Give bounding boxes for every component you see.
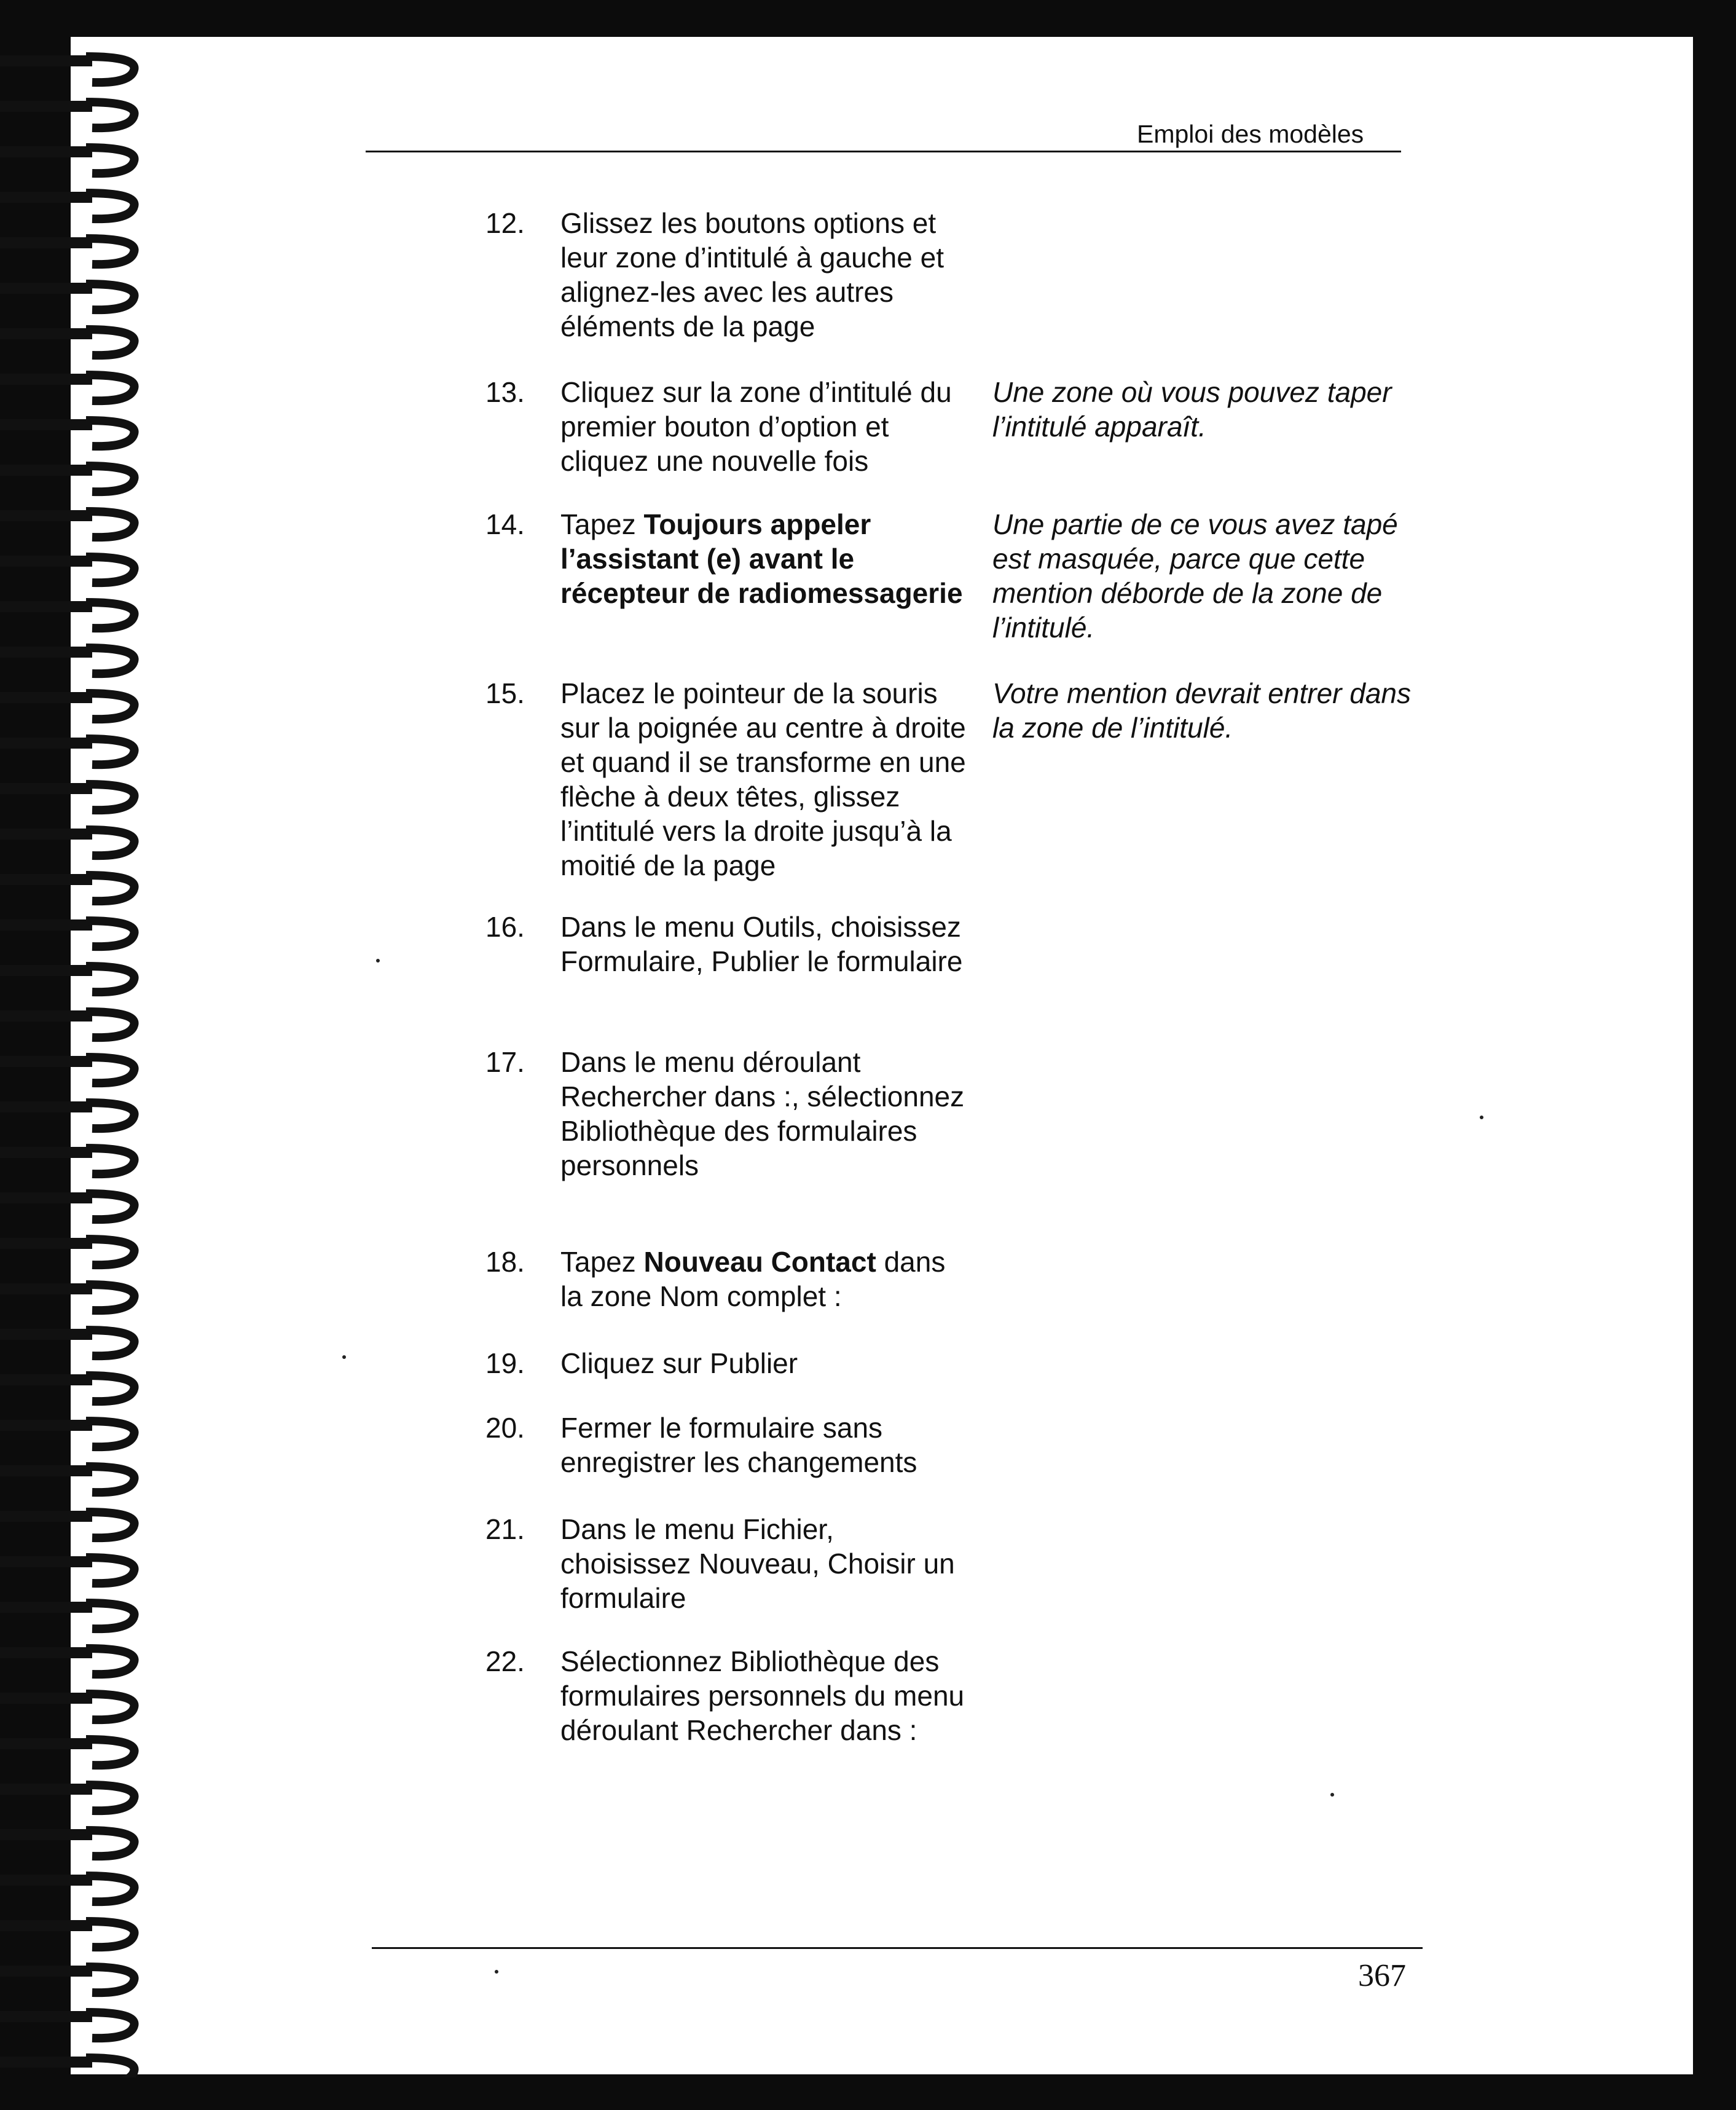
binding-coil xyxy=(0,738,135,765)
binding-coil xyxy=(0,1101,135,1128)
step-number: 19. xyxy=(485,1347,525,1379)
instruction-text: Dans le menu déroulant Rechercher dans :, sélectionnez Bibliothèque des formulaires personnels xyxy=(560,1046,965,1181)
binding-coil xyxy=(0,1283,135,1310)
step-number: 20. xyxy=(485,1412,525,1444)
binding-coil xyxy=(0,1647,135,1674)
step-instruction xyxy=(560,1346,966,1380)
footer-rule xyxy=(372,1947,1423,1949)
instruction-text: dans la zone Nom complet : xyxy=(560,1246,946,1312)
step-instruction xyxy=(560,1512,966,1615)
binding-coil xyxy=(0,874,135,901)
running-header: Emploi des modèles xyxy=(1137,120,1364,148)
step-number: 21. xyxy=(485,1513,525,1545)
binding-coil xyxy=(0,1374,135,1401)
binding-coil xyxy=(0,1966,135,1993)
step-number: 16. xyxy=(485,911,525,943)
step-instruction xyxy=(560,1245,966,1313)
binding-coil xyxy=(0,1329,135,1356)
instruction-text: Cliquez sur Publier xyxy=(560,1347,798,1379)
binding-coil xyxy=(0,328,135,355)
binding-coil xyxy=(0,783,135,810)
instruction-text: Glissez les boutons options et leur zone d’intitulé à gauche et alignez-les avec les autres éléments de la page xyxy=(560,207,944,342)
binding-coil xyxy=(0,192,135,219)
binding-coil xyxy=(0,1056,135,1083)
instruction-text: Placez le pointeur de la souris sur la poignée au centre à droite et quand il se transforme en une flèche à deux têtes, glissez l’intitulé vers la droite jusqu’à la moitié de la page xyxy=(560,677,966,881)
instruction-text: Sélectionnez Bibliothèque des formulaires personnels du menu déroulant Rechercher dans : xyxy=(560,1645,965,1746)
binding-coil xyxy=(0,1556,135,1583)
binding-coil xyxy=(0,1147,135,1174)
step-instruction xyxy=(560,375,966,478)
binding-coil xyxy=(0,465,135,492)
step-note: Votre mention devrait entrer dans la zone de l’intitulé. xyxy=(992,677,1411,744)
step-instruction xyxy=(560,676,966,883)
binding-coil xyxy=(0,1693,135,1720)
binding-coil xyxy=(0,1920,135,1947)
instruction-text: Tapez xyxy=(560,1246,644,1278)
binding-coil xyxy=(0,647,135,674)
scan-speck xyxy=(376,959,380,962)
binding-coil xyxy=(0,1238,135,1265)
step-number: 13. xyxy=(485,376,525,408)
binding-coil xyxy=(0,146,135,173)
bold-text: Toujours appeler l’assistant (e) avant le récepteur de radiomessagerie xyxy=(560,508,963,609)
instruction-text: Dans le menu Fichier, choisissez Nouveau, Choisir un formulaire xyxy=(560,1513,955,1614)
binding-coil xyxy=(0,1875,135,1902)
binding-coil xyxy=(0,55,135,82)
step-note: Une partie de ce vous avez tapé est masquée, parce que cette mention déborde de la zone de l’intitulé. xyxy=(992,508,1398,644)
binding-coil xyxy=(0,829,135,856)
step-number: 18. xyxy=(485,1246,525,1278)
page-number: 367 xyxy=(1358,1958,1406,1993)
binding-coil xyxy=(0,965,135,992)
step-number: 12. xyxy=(485,207,525,239)
spiral-binding xyxy=(0,37,144,2077)
binding-coil xyxy=(0,419,135,446)
binding-coil xyxy=(0,2011,135,2038)
binding-coil xyxy=(0,1192,135,1219)
header-rule xyxy=(366,151,1401,152)
binding-coil xyxy=(0,692,135,719)
binding-coil xyxy=(0,1420,135,1447)
binding-coil xyxy=(0,1602,135,1629)
binding-coil xyxy=(0,283,135,310)
step-instruction xyxy=(560,910,966,978)
step-note: Une zone où vous pouvez taper l’intitulé apparaît. xyxy=(992,376,1392,443)
step-instruction xyxy=(560,206,966,344)
binding-coil xyxy=(0,919,135,947)
binding-coil xyxy=(0,601,135,628)
instruction-text: Tapez xyxy=(560,508,644,540)
step-instruction xyxy=(560,1045,966,1183)
step-number: 17. xyxy=(485,1046,525,1078)
scan-speck xyxy=(495,1970,498,1974)
binding-coil xyxy=(0,2057,135,2077)
binding-coil xyxy=(0,556,135,583)
binding-coil xyxy=(0,1010,135,1037)
step-instruction xyxy=(560,1411,966,1479)
instruction-text: Fermer le formulaire sans enregistrer les changements xyxy=(560,1412,917,1478)
bold-text: Nouveau Contact xyxy=(643,1246,876,1278)
binding-coil xyxy=(0,1738,135,1765)
step-number: 15. xyxy=(485,677,525,709)
scan-speck xyxy=(1480,1116,1483,1119)
binding-coil xyxy=(0,1784,135,1811)
instruction-text: Dans le menu Outils, choisissez Formulaire, Publier le formulaire xyxy=(560,911,963,977)
binding-coil xyxy=(0,1829,135,1856)
scan-speck xyxy=(1330,1793,1334,1797)
binding-coil xyxy=(0,237,135,264)
instruction-text: Cliquez sur la zone d’intitulé du premier bouton d’option et cliquez une nouvelle fois xyxy=(560,376,952,477)
binding-coil xyxy=(0,374,135,401)
step-number: 22. xyxy=(485,1645,525,1677)
step-instruction xyxy=(560,507,966,610)
binding-coil xyxy=(0,510,135,537)
step-instruction xyxy=(560,1644,966,1747)
binding-coil xyxy=(0,1465,135,1492)
binding-coil xyxy=(0,101,135,128)
scan-speck xyxy=(342,1355,346,1359)
binding-coil xyxy=(0,1511,135,1538)
step-number: 14. xyxy=(485,508,525,540)
